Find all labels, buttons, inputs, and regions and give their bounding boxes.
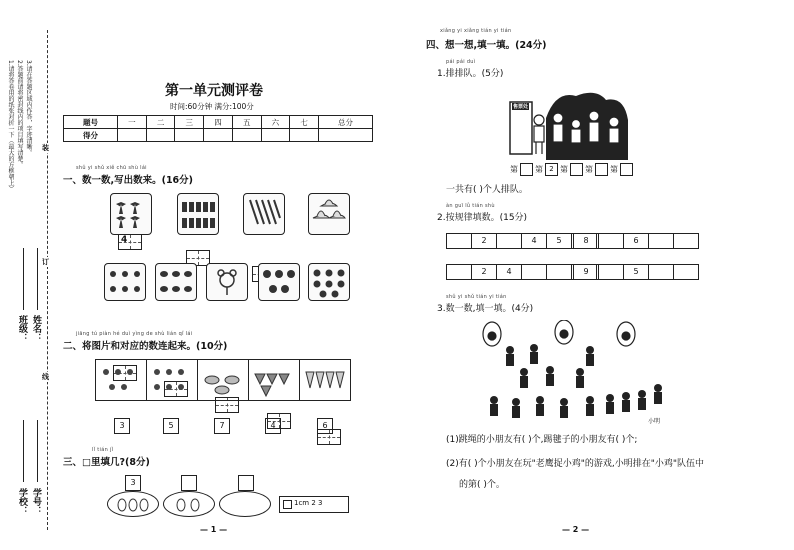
margin-note-3: 3.请在答题区域内作答，字迹清晰。: [25, 60, 32, 156]
page-number-left: — 1 —: [200, 525, 228, 534]
score-row-label: 得分: [64, 129, 118, 142]
pattern-cell[interactable]: [496, 233, 522, 249]
ticket-office-sign: 售票处: [513, 104, 529, 110]
pattern-cell[interactable]: [546, 264, 572, 280]
name-field-label: 姓名：: [31, 315, 41, 342]
pattern-row-4: [573, 264, 699, 280]
pear-plate-2: [163, 491, 215, 517]
pattern-row-2: [573, 233, 699, 249]
picture-mouse: [206, 263, 248, 301]
picture-rabbits: [147, 360, 198, 400]
picture-buildings: [177, 193, 219, 235]
score-header-cell: 一: [118, 116, 147, 129]
class-field-line[interactable]: [23, 248, 24, 310]
class-field-label: 班级：: [17, 315, 27, 342]
score-cell[interactable]: [146, 129, 175, 142]
pattern-cell[interactable]: [673, 264, 699, 280]
picture-palm-trees: [110, 193, 152, 235]
sec1-heading: 一、数一数,写出数来。(16分): [63, 175, 194, 186]
queue-ordinal-label: 第: [560, 165, 568, 174]
pattern-cell[interactable]: [673, 233, 699, 249]
xiaoming-label: 小明: [648, 418, 661, 425]
queue-answer-box[interactable]: [570, 163, 583, 176]
seal-mark-3: 线: [42, 373, 49, 381]
pattern-cell[interactable]: 5: [623, 264, 649, 280]
match-number-2[interactable]: 5: [163, 418, 179, 434]
pattern-cell[interactable]: 2: [471, 233, 497, 249]
score-header-cell: 七: [290, 116, 319, 129]
playground-illustration: [480, 320, 680, 428]
pattern-cell[interactable]: 4: [496, 264, 522, 280]
score-header-cell: 总分: [318, 116, 372, 129]
binding-margin: [0, 0, 58, 550]
student-id-field-label: 学号：: [31, 488, 41, 515]
pattern-cell[interactable]: [648, 233, 674, 249]
queue-ordinal-label: 第: [510, 165, 518, 174]
picture-hats: [308, 193, 350, 235]
pattern-cell[interactable]: 4: [521, 233, 547, 249]
margin-note-1: 1.请将答卷用的纸张对折一下（最大的方框朝上）: [7, 60, 14, 192]
pattern-cell[interactable]: 9: [573, 264, 599, 280]
school-field-label: 学校：: [17, 488, 27, 515]
queue-answer-box[interactable]: [620, 163, 633, 176]
sec2-picture-strip: [95, 359, 351, 401]
sec3-pinyin: lǐ tián jǐ: [92, 447, 114, 453]
q2-pinyin: àn guī lǜ tián shù: [446, 203, 495, 209]
pattern-cell[interactable]: [598, 264, 624, 280]
sec4-heading: 四、想一想,填一填。(24分): [426, 40, 547, 51]
answer-grid-1[interactable]: [118, 234, 142, 250]
pear-plate-1: [107, 491, 159, 517]
queue-answer-box[interactable]: [520, 163, 533, 176]
seal-mark-2: 订: [42, 258, 49, 266]
pattern-cell[interactable]: 2: [471, 264, 497, 280]
ruler-ticks: 1cm 2 3: [294, 499, 323, 507]
queue-ordinal-label: 第: [535, 165, 543, 174]
sec3-answer-box-3[interactable]: [238, 475, 254, 491]
q3-part-c: 的第( )个。: [459, 480, 505, 490]
picture-carrots: [243, 193, 285, 235]
match-number-1[interactable]: 3: [114, 418, 130, 434]
q3-pinyin: shǔ yi shǔ tián yi tián: [446, 294, 507, 300]
empty-plate: [219, 491, 271, 517]
q1-pinyin: pái pái duì: [446, 59, 476, 65]
queue-prefilled-box: 2: [545, 163, 558, 176]
score-cell[interactable]: [290, 129, 319, 142]
margin-note-2: 2.答题前请将密封线内的项目填写清楚。: [16, 60, 23, 168]
school-field-line[interactable]: [23, 420, 24, 482]
score-cell[interactable]: [232, 129, 261, 142]
q3-heading: 3.数一数,填一填。(4分): [437, 304, 534, 314]
binding-line: [47, 30, 48, 530]
picture-radishes: [300, 360, 350, 400]
q1-heading: 1.排排队。(5分): [437, 69, 504, 79]
sec2-heading: 二、将图片和对应的数连起来。(10分): [63, 341, 228, 352]
score-cell[interactable]: [261, 129, 290, 142]
q1-total-line: 一共有( )个人排队。: [446, 185, 528, 195]
pattern-cell[interactable]: [446, 233, 472, 249]
score-cell[interactable]: [318, 129, 372, 142]
name-field-line[interactable]: [37, 248, 38, 310]
pattern-cell[interactable]: 8: [573, 233, 599, 249]
score-header-cell: 三: [175, 116, 204, 129]
pattern-cell[interactable]: 5: [546, 233, 572, 249]
ruler-answer-box[interactable]: [283, 500, 292, 509]
queue-order-row: [510, 163, 635, 176]
match-number-4[interactable]: 4: [265, 418, 281, 434]
q3-part-b: (2)有( )个小朋友在玩"老鹰捉小鸡"的游戏,小明排在"小鸡"队伍中: [446, 459, 705, 469]
score-header-cell: 二: [146, 116, 175, 129]
pattern-cell[interactable]: [446, 264, 472, 280]
pattern-cell[interactable]: [598, 233, 624, 249]
q3-part-a: (1)跳绳的小朋友有( )个,踢毽子的小朋友有( )个;: [446, 435, 638, 445]
seal-mark-1: 装: [42, 144, 49, 152]
sec3-heading: 三、□里填几?(8分): [63, 457, 150, 468]
picture-strawberries: [249, 360, 300, 400]
score-cell[interactable]: [204, 129, 233, 142]
picture-bugs: [104, 263, 146, 301]
queue-ordinal-label: 第: [610, 165, 618, 174]
score-header-cell: 四: [204, 116, 233, 129]
q2-heading: 2.按规律填数。(15分): [437, 213, 528, 223]
score-table: [63, 115, 373, 142]
student-id-field-line[interactable]: [37, 420, 38, 482]
queue-ordinal-label: 第: [585, 165, 593, 174]
ruler: [279, 496, 349, 513]
match-number-5[interactable]: 6: [317, 418, 333, 434]
sec3-answer-box-2[interactable]: [181, 475, 197, 491]
answer-grid-prefilled: 4: [121, 235, 128, 245]
score-table-row: [64, 129, 373, 142]
picture-cats: [96, 360, 147, 400]
picture-crabs: [308, 263, 350, 301]
match-number-3[interactable]: 7: [214, 418, 230, 434]
score-cell[interactable]: [118, 129, 147, 142]
queue-answer-box[interactable]: [595, 163, 608, 176]
picture-cakes: [198, 360, 249, 400]
picture-frogs: [258, 263, 300, 301]
pattern-cell[interactable]: [648, 264, 674, 280]
exam-title: 第一单元测评卷: [165, 83, 263, 99]
picture-birds: [155, 263, 197, 301]
score-header-cell: 题号: [64, 116, 118, 129]
sec2-pinyin: jiāng tú piàn hé duì yìng de shù lián qǐ lái: [76, 331, 193, 337]
score-table-header-row: [64, 116, 373, 129]
pattern-cell[interactable]: [521, 264, 547, 280]
exam-subtitle: 时间:60分钟 满分:100分: [170, 102, 254, 111]
sec1-pinyin: shǔ yi shǔ xiě chū shù lái: [76, 165, 147, 171]
sec3-answer-box-1: 3: [125, 475, 141, 491]
score-cell[interactable]: [175, 129, 204, 142]
sec4-pinyin: xiǎng yi xiǎng tián yi tián: [440, 28, 512, 34]
score-header-cell: 五: [232, 116, 261, 129]
score-header-cell: 六: [261, 116, 290, 129]
queue-illustration: [506, 88, 636, 160]
pattern-cell[interactable]: 6: [623, 233, 649, 249]
page-number-right: — 2 —: [562, 525, 590, 534]
